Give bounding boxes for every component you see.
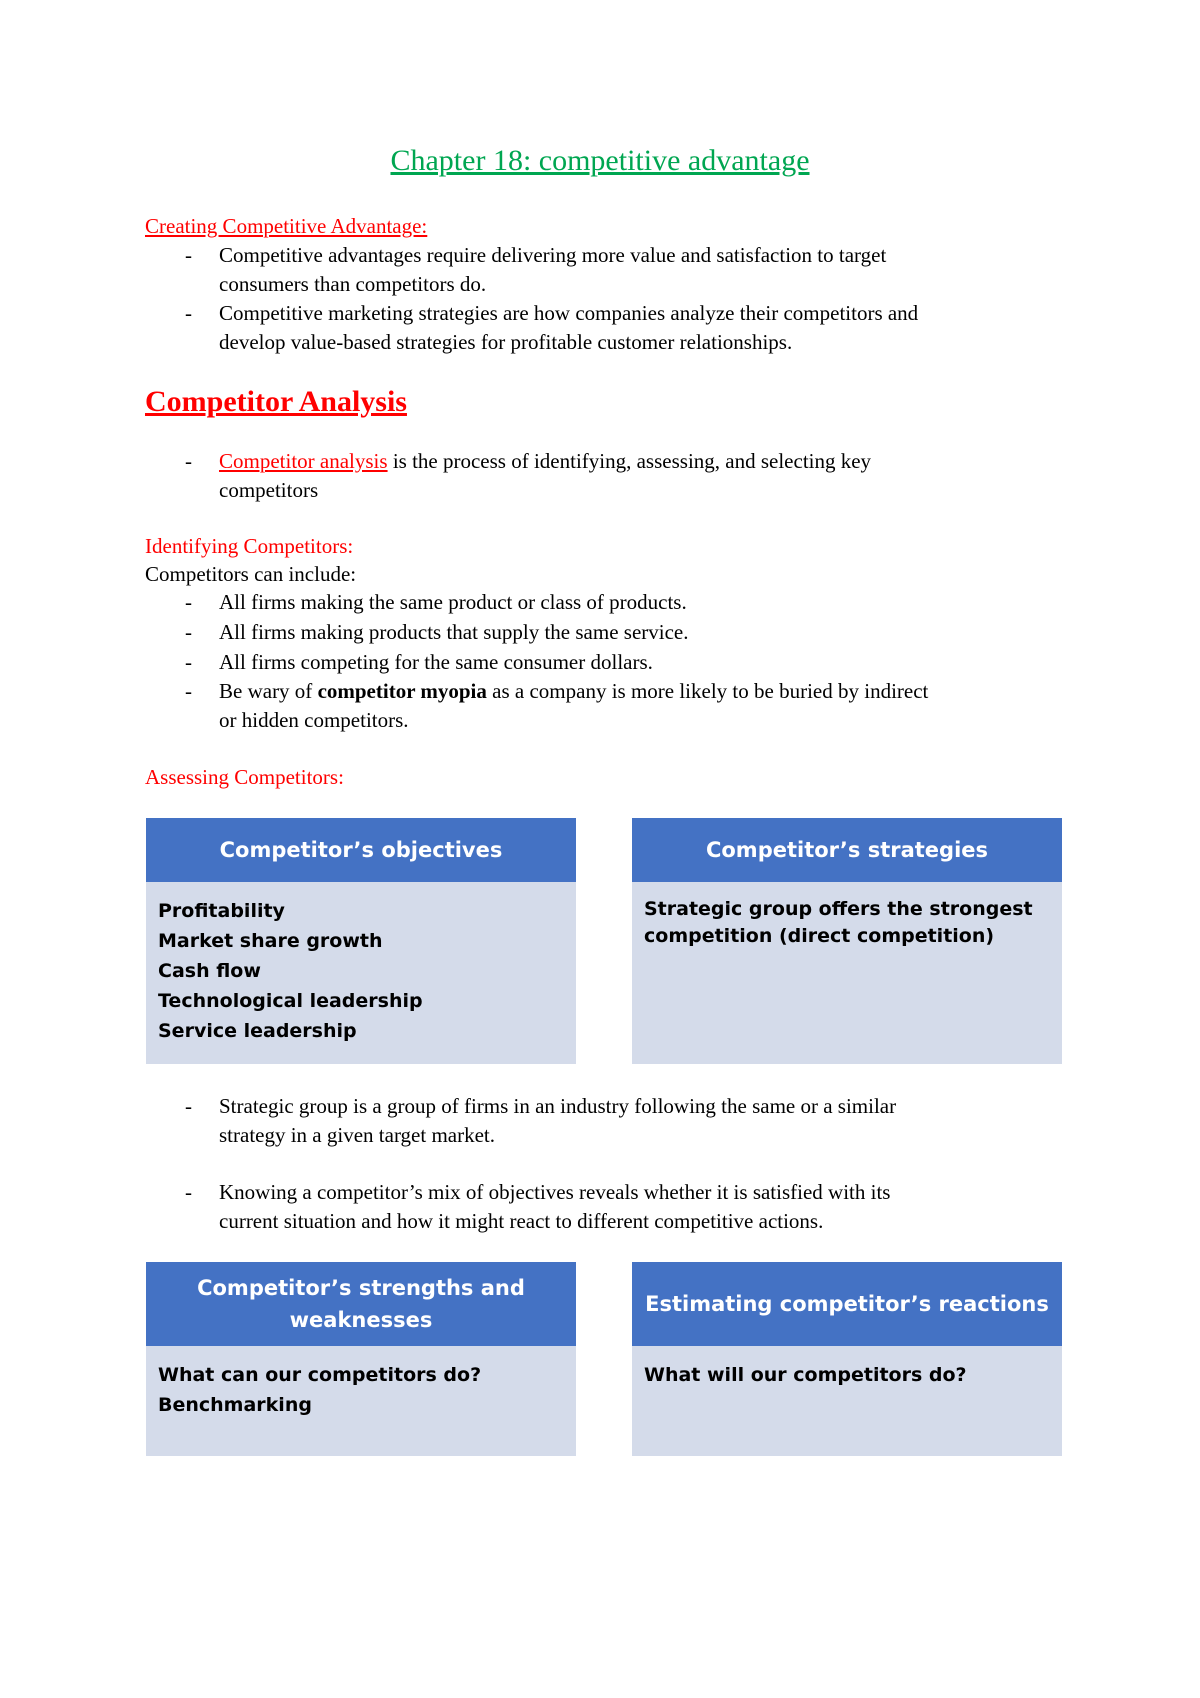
bullet-line: All firms making products that supply the same service. bbox=[219, 620, 689, 644]
identifying-competitors-heading: Identifying Competitors: bbox=[145, 534, 354, 558]
bullet-dash: - bbox=[185, 449, 192, 473]
list-item: Cash flow bbox=[158, 960, 261, 982]
bullet-text: as a company is more likely to be buried by indirect bbox=[486, 679, 929, 703]
bullet-line: competitors bbox=[219, 478, 319, 502]
bullet-text: is the process of identifying, assessing, and selecting key bbox=[387, 449, 872, 473]
list-item: What will our competitors do? bbox=[644, 1364, 967, 1386]
competitor-analysis-term: Competitor analysis bbox=[219, 449, 388, 473]
bullet-line: strategy in a given target market. bbox=[219, 1123, 496, 1147]
box-title-line: Competitor’s strengths and bbox=[197, 1276, 525, 1300]
bullet-line: develop value-based strategies for profitable customer relationships. bbox=[219, 330, 793, 354]
bullet-dash: - bbox=[185, 590, 192, 614]
box-title-line: weaknesses bbox=[289, 1308, 433, 1332]
bullet-line: Knowing a competitor’s mix of objectives reveals whether it is satisfied with its bbox=[219, 1180, 891, 1204]
reactions-box-body bbox=[632, 1346, 1062, 1404]
box-text-line: competition (direct competition) bbox=[644, 925, 995, 947]
competitor-analysis-heading: Competitor Analysis bbox=[145, 385, 407, 418]
bullet-line: Competitive marketing strategies are how companies analyze their competitors and bbox=[219, 301, 919, 325]
strategies-box-title: Competitor’s strategies bbox=[632, 818, 1062, 882]
bullet-dash: - bbox=[185, 243, 192, 267]
list-item: Benchmarking bbox=[158, 1394, 312, 1416]
bullet-dash: - bbox=[185, 1094, 192, 1118]
objectives-box-body bbox=[146, 882, 576, 1060]
bullet-line: current situation and how it might react to different competitive actions. bbox=[219, 1209, 824, 1233]
chapter-title: Chapter 18: competitive advantage bbox=[390, 144, 810, 177]
bullet-dash: - bbox=[185, 650, 192, 674]
strategies-box bbox=[632, 818, 1062, 1064]
competitor-myopia-term: competitor myopia bbox=[317, 679, 487, 703]
bullet-dash: - bbox=[185, 620, 192, 644]
reactions-box bbox=[632, 1262, 1062, 1456]
objectives-box bbox=[146, 818, 576, 1064]
bullet-line: or hidden competitors. bbox=[219, 708, 409, 732]
bullet-line: consumers than competitors do. bbox=[219, 272, 487, 296]
strengths-box-title bbox=[146, 1262, 576, 1346]
box-text-line: Strategic group offers the strongest bbox=[644, 898, 1033, 920]
creating-advantage-heading: Creating Competitive Advantage: bbox=[145, 214, 428, 238]
reactions-box-title: Estimating competitor’s reactions bbox=[632, 1262, 1062, 1346]
strategies-box-body bbox=[632, 882, 1062, 964]
list-item: What can our competitors do? bbox=[158, 1364, 482, 1386]
list-item: Profitability bbox=[158, 900, 285, 922]
strengths-box bbox=[146, 1262, 576, 1456]
strengths-box-body bbox=[146, 1346, 576, 1434]
bullet-dash: - bbox=[185, 679, 192, 703]
bullet-text: Be wary of bbox=[219, 679, 318, 703]
bullet-line: Competitive advantages require delivering more value and satisfaction to target bbox=[219, 243, 887, 267]
bullet-line: All firms making the same product or class of products. bbox=[219, 590, 687, 614]
bullet-line: All firms competing for the same consumer dollars. bbox=[219, 650, 653, 674]
list-item: Market share growth bbox=[158, 930, 383, 952]
objectives-box-title: Competitor’s objectives bbox=[146, 818, 576, 882]
list-item: Service leadership bbox=[158, 1020, 357, 1042]
competitors-intro: Competitors can include: bbox=[145, 562, 357, 586]
bullet-dash: - bbox=[185, 301, 192, 325]
bullet-dash: - bbox=[185, 1180, 192, 1204]
assessing-competitors-heading: Assessing Competitors: bbox=[145, 765, 344, 789]
bullet-line: Strategic group is a group of firms in an industry following the same or a similar bbox=[219, 1094, 897, 1118]
list-item: Technological leadership bbox=[158, 990, 423, 1012]
